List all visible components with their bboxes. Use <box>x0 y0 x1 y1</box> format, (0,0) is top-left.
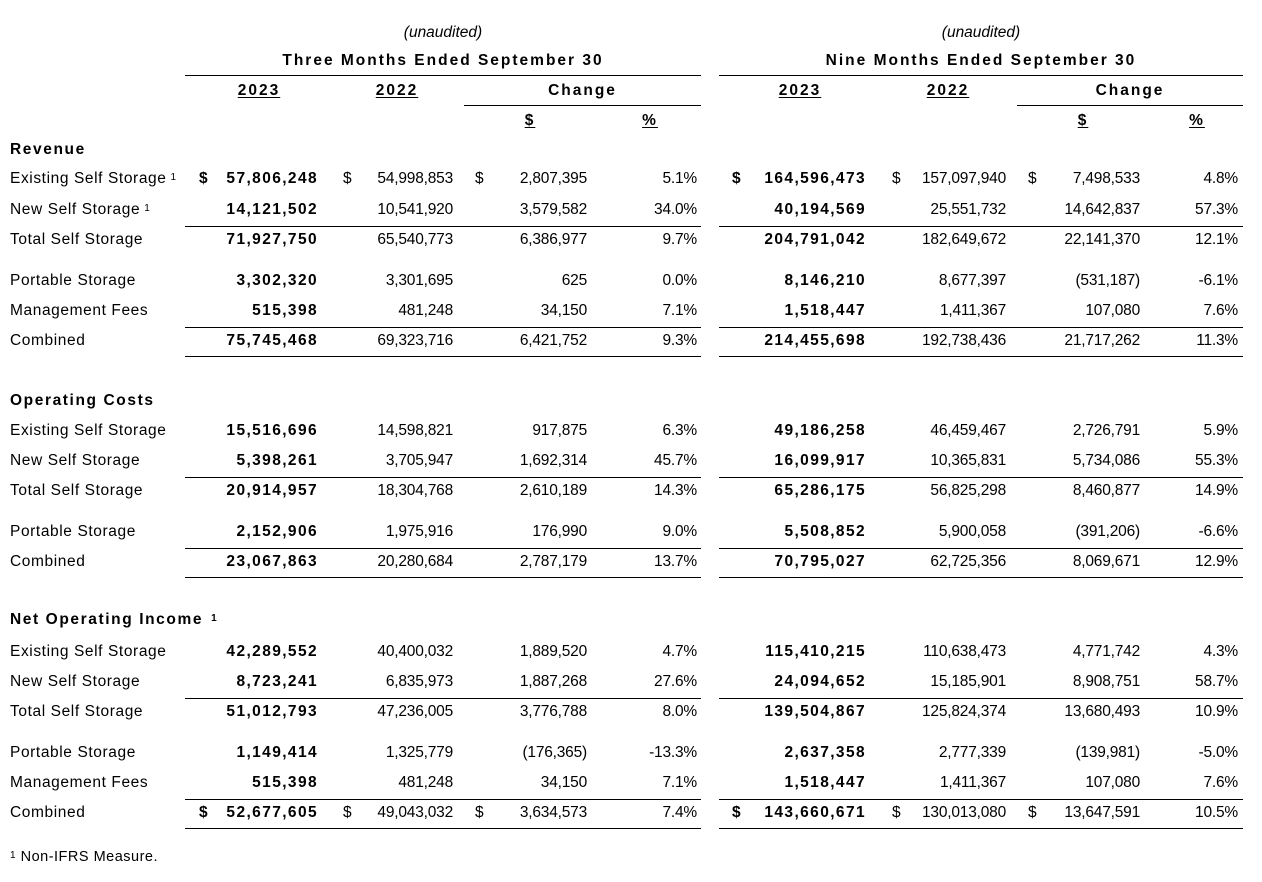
footnote-marker: 1 <box>170 172 177 183</box>
cell-net-operating-income-management-fees-col5: 1,411,367 <box>939 774 1006 791</box>
cell-net-operating-income-combined-col7: 10.5% <box>1195 804 1238 821</box>
cell-net-operating-income-existing-self-storage-col1: 40,400,032 <box>377 643 453 660</box>
dollar-sign: $ <box>199 804 210 821</box>
cell-revenue-portable-storage-col3: 0.0% <box>662 272 697 289</box>
cell-operating-costs-combined-col1: 20,280,684 <box>377 553 453 570</box>
cell-net-operating-income-existing-self-storage-col6: 4,771,742 <box>1072 643 1140 660</box>
cell-net-operating-income-portable-storage-col4: 2,637,358 <box>784 744 866 761</box>
cell-revenue-combined-col2: 6,421,752 <box>519 332 587 349</box>
total-rule-top <box>719 698 1243 699</box>
dollar-sign: $ <box>343 170 352 187</box>
cell-net-operating-income-new-self-storage-col1: 6,835,973 <box>385 673 453 690</box>
row-label-revenue-management-fees <box>10 302 148 320</box>
cell-revenue-existing-self-storage-col4: 164,596,473 <box>764 170 866 187</box>
cell-revenue-portable-storage-col1: 3,301,695 <box>385 272 453 289</box>
dollar-sign: $ <box>343 804 352 821</box>
cell-operating-costs-total-self-storage-col2: 2,610,189 <box>519 482 587 499</box>
cell-operating-costs-existing-self-storage-col3: 6.3% <box>662 422 697 439</box>
row-label-text: Existing Self Storage <box>10 643 167 660</box>
cell-net-operating-income-combined-col6: 13,647,591 <box>1064 804 1140 821</box>
row-label-text: Combined <box>10 332 86 349</box>
total-rule-bottom <box>719 828 1243 829</box>
cell-operating-costs-new-self-storage-col0: 5,398,261 <box>236 452 318 469</box>
cell-net-operating-income-new-self-storage-col5: 15,185,901 <box>930 673 1006 690</box>
q-dollar-change-header: $ <box>524 112 536 129</box>
cell-operating-costs-combined-col4: 70,795,027 <box>774 553 866 570</box>
row-label-revenue-portable-storage <box>10 272 136 290</box>
cell-revenue-total-self-storage-col7: 12.1% <box>1195 231 1238 248</box>
row-label-net-operating-income-combined <box>10 804 85 822</box>
cell-net-operating-income-new-self-storage-col4: 24,094,652 <box>774 673 866 690</box>
cell-net-operating-income-existing-self-storage-col0: 42,289,552 <box>226 643 318 660</box>
row-label-text: Existing Self Storage <box>10 170 167 187</box>
cell-net-operating-income-combined-col2: 3,634,573 <box>519 804 587 821</box>
cell-net-operating-income-portable-storage-col1: 1,325,779 <box>385 744 453 761</box>
cell-revenue-total-self-storage-col5: 182,649,672 <box>922 231 1006 248</box>
cell-net-operating-income-existing-self-storage-col7: 4.3% <box>1203 643 1238 660</box>
row-label-text: Portable Storage <box>10 744 136 761</box>
cell-revenue-combined-col5: 192,738,436 <box>922 332 1006 349</box>
ytd-dollar-change-header: $ <box>1077 112 1089 129</box>
cell-operating-costs-portable-storage-col3: 9.0% <box>662 523 697 540</box>
cell-net-operating-income-existing-self-storage-col4: 115,410,215 <box>765 643 866 660</box>
row-label-text: Portable Storage <box>10 272 136 289</box>
cell-net-operating-income-portable-storage-col0: 1,149,414 <box>236 744 318 761</box>
row-label-text: Total Self Storage <box>10 231 144 248</box>
cell-revenue-total-self-storage-col0: 71,927,750 <box>226 231 318 248</box>
cell-operating-costs-new-self-storage-col6: 5,734,086 <box>1072 452 1140 469</box>
cell-net-operating-income-portable-storage-col3: -13.3% <box>649 744 697 761</box>
footnote-text: Non-IFRS Measure. <box>20 849 159 865</box>
cell-net-operating-income-combined-col4: 143,660,671 <box>764 804 866 821</box>
nine-months-header: Nine Months Ended September 30 <box>825 52 1137 69</box>
total-rule-top <box>185 327 701 328</box>
cell-revenue-total-self-storage-col3: 9.7% <box>662 231 697 248</box>
row-label-text: Total Self Storage <box>10 703 144 720</box>
row-label-revenue-total-self-storage <box>10 231 143 249</box>
total-rule-top <box>185 799 701 800</box>
cell-revenue-new-self-storage-col3: 34.0% <box>654 201 697 218</box>
cell-revenue-combined-col7: 11.3% <box>1196 332 1238 349</box>
row-label-operating-costs-existing-self-storage <box>10 422 166 440</box>
row-label-text: Combined <box>10 553 86 570</box>
cell-revenue-combined-col6: 21,717,262 <box>1064 332 1140 349</box>
q-change-header-rule <box>464 105 701 106</box>
cell-operating-costs-combined-col2: 2,787,179 <box>519 553 587 570</box>
row-label-net-operating-income-new-self-storage <box>10 673 140 691</box>
cell-revenue-combined-col0: 75,745,468 <box>226 332 318 349</box>
cell-net-operating-income-combined-col0: 52,677,605 <box>226 804 318 821</box>
row-label-revenue-combined <box>10 332 85 350</box>
cell-operating-costs-portable-storage-col0: 2,152,906 <box>236 523 318 540</box>
cell-net-operating-income-total-self-storage-col5: 125,824,374 <box>922 703 1006 720</box>
cell-revenue-combined-col1: 69,323,716 <box>377 332 453 349</box>
row-label-revenue-new-self-storage <box>10 201 150 219</box>
cell-revenue-total-self-storage-col2: 6,386,977 <box>519 231 587 248</box>
cell-operating-costs-existing-self-storage-col7: 5.9% <box>1203 422 1238 439</box>
row-label-text: Total Self Storage <box>10 482 144 499</box>
total-rule-bottom <box>185 828 701 829</box>
q-year-2023-header: 2023 <box>237 82 281 99</box>
ytd-change-header: Change <box>1095 82 1165 99</box>
cell-operating-costs-new-self-storage-col4: 16,099,917 <box>774 452 866 469</box>
cell-net-operating-income-total-self-storage-col6: 13,680,493 <box>1064 703 1140 720</box>
total-rule-top <box>719 226 1243 227</box>
total-rule-bottom <box>719 356 1243 357</box>
row-label-text: New Self Storage <box>10 673 141 690</box>
cell-revenue-portable-storage-col5: 8,677,397 <box>938 272 1006 289</box>
cell-operating-costs-portable-storage-col2: 176,990 <box>532 523 587 540</box>
cell-net-operating-income-existing-self-storage-col3: 4.7% <box>662 643 697 660</box>
cell-operating-costs-existing-self-storage-col4: 49,186,258 <box>774 422 866 439</box>
ytd-year-2022-header: 2022 <box>926 82 970 99</box>
row-label-text: Existing Self Storage <box>10 422 167 439</box>
dollar-sign: $ <box>475 170 484 187</box>
cell-revenue-new-self-storage-col1: 10,541,920 <box>377 201 453 218</box>
total-rule-top <box>719 799 1243 800</box>
cell-net-operating-income-combined-col1: 49,043,032 <box>377 804 453 821</box>
row-label-operating-costs-combined <box>10 553 85 571</box>
cell-revenue-new-self-storage-col0: 14,121,502 <box>226 201 318 218</box>
cell-revenue-management-fees-col7: 7.6% <box>1203 302 1238 319</box>
cell-revenue-combined-col4: 214,455,698 <box>764 332 866 349</box>
cell-operating-costs-portable-storage-col7: -6.6% <box>1198 523 1238 540</box>
row-label-text: Management Fees <box>10 774 149 791</box>
section-title-operating-costs <box>10 392 155 410</box>
ytd-change-header-rule <box>1017 105 1243 106</box>
row-label-net-operating-income-management-fees <box>10 774 148 792</box>
dollar-sign: $ <box>732 804 743 821</box>
cell-net-operating-income-combined-col5: 130,013,080 <box>922 804 1006 821</box>
row-label-net-operating-income-existing-self-storage <box>10 643 166 661</box>
row-label-text: New Self Storage <box>10 452 141 469</box>
cell-revenue-portable-storage-col6: (531,187) <box>1075 272 1140 289</box>
cell-operating-costs-total-self-storage-col1: 18,304,768 <box>377 482 453 499</box>
cell-operating-costs-existing-self-storage-col1: 14,598,821 <box>377 422 453 439</box>
cell-net-operating-income-new-self-storage-col6: 8,908,751 <box>1072 673 1140 690</box>
dollar-sign: $ <box>199 170 210 187</box>
cell-net-operating-income-existing-self-storage-col2: 1,889,520 <box>519 643 587 660</box>
cell-net-operating-income-total-self-storage-col3: 8.0% <box>662 703 697 720</box>
q-year-2022-header: 2022 <box>375 82 419 99</box>
cell-revenue-management-fees-col5: 1,411,367 <box>939 302 1006 319</box>
cell-operating-costs-total-self-storage-col5: 56,825,298 <box>930 482 1006 499</box>
cell-operating-costs-total-self-storage-col4: 65,286,175 <box>774 482 866 499</box>
section-title-text: Revenue <box>10 141 86 158</box>
cell-operating-costs-new-self-storage-col3: 45.7% <box>654 452 697 469</box>
total-rule-top <box>719 327 1243 328</box>
row-label-text: Portable Storage <box>10 523 136 540</box>
cell-net-operating-income-management-fees-col1: 481,248 <box>398 774 453 791</box>
ytd-year-2023-header: 2023 <box>778 82 822 99</box>
total-rule-bottom <box>185 356 701 357</box>
row-label-net-operating-income-total-self-storage <box>10 703 143 721</box>
row-label-text: Combined <box>10 804 86 821</box>
cell-operating-costs-portable-storage-col5: 5,900,058 <box>938 523 1006 540</box>
three-months-header-rule <box>185 75 701 76</box>
cell-net-operating-income-total-self-storage-col1: 47,236,005 <box>377 703 453 720</box>
total-rule-top <box>185 477 701 478</box>
cell-operating-costs-combined-col5: 62,725,356 <box>930 553 1006 570</box>
cell-revenue-portable-storage-col2: 625 <box>561 272 587 289</box>
cell-net-operating-income-existing-self-storage-col5: 110,638,473 <box>923 643 1006 660</box>
dollar-sign: $ <box>892 170 901 187</box>
cell-net-operating-income-combined-col3: 7.4% <box>662 804 697 821</box>
total-rule-bottom <box>185 577 701 578</box>
cell-revenue-combined-col3: 9.3% <box>662 332 697 349</box>
ytd-percent-change-header: % <box>1189 112 1205 129</box>
cell-operating-costs-portable-storage-col6: (391,206) <box>1075 523 1140 540</box>
cell-operating-costs-total-self-storage-col6: 8,460,877 <box>1072 482 1140 499</box>
cell-revenue-new-self-storage-col4: 40,194,569 <box>774 201 866 218</box>
cell-revenue-existing-self-storage-col6: 7,498,533 <box>1072 170 1140 187</box>
dollar-sign: $ <box>892 804 901 821</box>
total-rule-top <box>719 477 1243 478</box>
cell-operating-costs-new-self-storage-col1: 3,705,947 <box>385 452 453 469</box>
cell-revenue-management-fees-col3: 7.1% <box>662 302 697 319</box>
cell-net-operating-income-new-self-storage-col3: 27.6% <box>654 673 697 690</box>
cell-operating-costs-portable-storage-col4: 5,508,852 <box>784 523 866 540</box>
cell-revenue-new-self-storage-col6: 14,642,837 <box>1064 201 1140 218</box>
cell-revenue-new-self-storage-col7: 57.3% <box>1195 201 1238 218</box>
cell-revenue-management-fees-col1: 481,248 <box>398 302 453 319</box>
row-label-operating-costs-new-self-storage <box>10 452 140 470</box>
cell-net-operating-income-total-self-storage-col7: 10.9% <box>1195 703 1238 720</box>
cell-revenue-management-fees-col4: 1,518,447 <box>784 302 866 319</box>
dollar-sign: $ <box>732 170 743 187</box>
footnote-marker: 1 <box>10 850 17 861</box>
cell-operating-costs-combined-col0: 23,067,863 <box>226 553 318 570</box>
cell-net-operating-income-new-self-storage-col0: 8,723,241 <box>236 673 318 690</box>
row-label-net-operating-income-portable-storage <box>10 744 136 762</box>
row-label-revenue-existing-self-storage <box>10 170 177 188</box>
cell-net-operating-income-new-self-storage-col2: 1,887,268 <box>519 673 587 690</box>
section-title-text: Operating Costs <box>10 392 155 409</box>
three-months-header: Three Months Ended September 30 <box>282 52 604 69</box>
cell-operating-costs-combined-col6: 8,069,671 <box>1072 553 1140 570</box>
section-title-net-operating-income <box>10 611 218 629</box>
cell-operating-costs-portable-storage-col1: 1,975,916 <box>385 523 453 540</box>
dollar-sign: $ <box>1028 170 1037 187</box>
cell-operating-costs-existing-self-storage-col0: 15,516,696 <box>226 422 318 439</box>
total-rule-top <box>185 548 701 549</box>
cell-net-operating-income-management-fees-col6: 107,080 <box>1085 774 1140 791</box>
cell-net-operating-income-total-self-storage-col4: 139,504,867 <box>764 703 866 720</box>
dollar-sign: $ <box>1028 804 1037 821</box>
cell-operating-costs-total-self-storage-col0: 20,914,957 <box>226 482 318 499</box>
dollar-sign: $ <box>475 804 484 821</box>
cell-net-operating-income-management-fees-col4: 1,518,447 <box>784 774 866 791</box>
unaudited-label-nine-months: (unaudited) <box>941 24 1021 41</box>
cell-net-operating-income-total-self-storage-col0: 51,012,793 <box>226 703 318 720</box>
cell-operating-costs-total-self-storage-col3: 14.3% <box>654 482 697 499</box>
unaudited-label-three-months: (unaudited) <box>403 24 483 41</box>
cell-revenue-management-fees-col2: 34,150 <box>540 302 587 319</box>
cell-operating-costs-combined-col7: 12.9% <box>1195 553 1238 570</box>
total-rule-top <box>719 548 1243 549</box>
cell-revenue-portable-storage-col0: 3,302,320 <box>236 272 318 289</box>
cell-operating-costs-existing-self-storage-col5: 46,459,467 <box>930 422 1006 439</box>
row-label-operating-costs-total-self-storage <box>10 482 143 500</box>
cell-net-operating-income-portable-storage-col5: 2,777,339 <box>938 744 1006 761</box>
cell-revenue-total-self-storage-col6: 22,141,370 <box>1064 231 1140 248</box>
footnote-marker: 1 <box>144 203 151 214</box>
cell-operating-costs-combined-col3: 13.7% <box>654 553 697 570</box>
cell-revenue-total-self-storage-col4: 204,791,042 <box>764 231 866 248</box>
total-rule-top <box>185 226 701 227</box>
cell-operating-costs-existing-self-storage-col2: 917,875 <box>532 422 587 439</box>
cell-revenue-new-self-storage-col5: 25,551,732 <box>930 201 1006 218</box>
cell-revenue-new-self-storage-col2: 3,579,582 <box>519 201 587 218</box>
q-percent-change-header: % <box>642 112 658 129</box>
cell-revenue-management-fees-col0: 515,398 <box>252 302 318 319</box>
cell-operating-costs-new-self-storage-col7: 55.3% <box>1195 452 1238 469</box>
footnote-marker: 1 <box>211 613 219 624</box>
cell-net-operating-income-total-self-storage-col2: 3,776,788 <box>519 703 587 720</box>
cell-net-operating-income-portable-storage-col6: (139,981) <box>1075 744 1140 761</box>
q-change-header: Change <box>548 82 617 99</box>
total-rule-bottom <box>719 577 1243 578</box>
cell-net-operating-income-management-fees-col0: 515,398 <box>252 774 318 791</box>
cell-net-operating-income-new-self-storage-col7: 58.7% <box>1195 673 1238 690</box>
cell-net-operating-income-portable-storage-col2: (176,365) <box>522 744 587 761</box>
cell-revenue-existing-self-storage-col1: 54,998,853 <box>377 170 453 187</box>
cell-operating-costs-new-self-storage-col5: 10,365,831 <box>930 452 1006 469</box>
cell-revenue-portable-storage-col7: -6.1% <box>1198 272 1238 289</box>
cell-revenue-portable-storage-col4: 8,146,210 <box>784 272 866 289</box>
footnote <box>10 848 158 866</box>
cell-operating-costs-new-self-storage-col2: 1,692,314 <box>519 452 587 469</box>
section-title-text: Net Operating Income <box>10 611 204 628</box>
total-rule-top <box>185 698 701 699</box>
cell-operating-costs-total-self-storage-col7: 14.9% <box>1195 482 1238 499</box>
cell-operating-costs-existing-self-storage-col6: 2,726,791 <box>1072 422 1140 439</box>
cell-revenue-existing-self-storage-col2: 2,807,395 <box>519 170 587 187</box>
cell-net-operating-income-management-fees-col7: 7.6% <box>1203 774 1238 791</box>
cell-revenue-existing-self-storage-col3: 5.1% <box>662 170 697 187</box>
cell-net-operating-income-management-fees-col2: 34,150 <box>540 774 587 791</box>
row-label-text: Management Fees <box>10 302 149 319</box>
cell-net-operating-income-portable-storage-col7: -5.0% <box>1198 744 1238 761</box>
cell-revenue-total-self-storage-col1: 65,540,773 <box>377 231 453 248</box>
cell-revenue-existing-self-storage-col0: 57,806,248 <box>226 170 318 187</box>
cell-net-operating-income-management-fees-col3: 7.1% <box>662 774 697 791</box>
row-label-operating-costs-portable-storage <box>10 523 136 541</box>
section-title-revenue <box>10 141 86 159</box>
row-label-text: New Self Storage <box>10 201 141 218</box>
nine-months-header-rule <box>719 75 1243 76</box>
cell-revenue-management-fees-col6: 107,080 <box>1085 302 1140 319</box>
cell-revenue-existing-self-storage-col5: 157,097,940 <box>922 170 1006 187</box>
cell-revenue-existing-self-storage-col7: 4.8% <box>1203 170 1238 187</box>
